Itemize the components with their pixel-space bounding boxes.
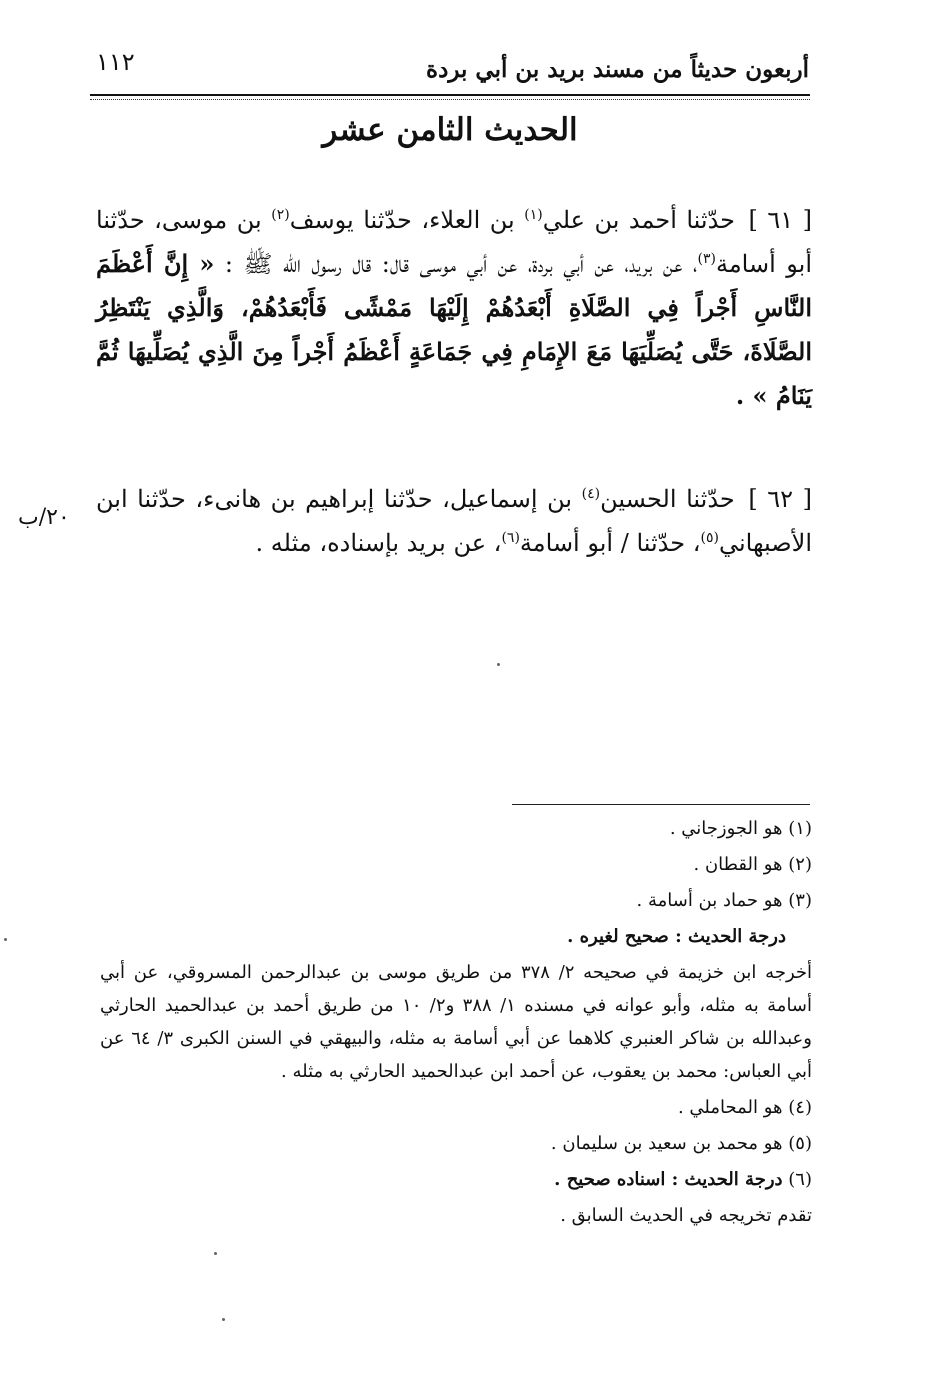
footnote-number: (٣) [788,890,812,911]
isnad-text: حدّثنا أحمد بن علي [542,206,736,234]
footnote-3-grade: درجة الحديث : صحيح لغيره . [567,926,786,947]
manuscript-folio-mark: ٢٠/ب [18,505,70,530]
footnote-number: (٢) [788,854,812,875]
header-rule [90,94,810,96]
footnote-number: (٤) [788,1097,812,1118]
isnad-text: بن العلاء، حدّثنا يوسف [289,206,515,234]
scan-speck [4,938,7,941]
footnote-2 [100,848,812,881]
isnad-text: بن إسماعيل، حدّثنا إبراهيم بن هانىء، حدّثنا ابن الأصبهاني [96,485,812,557]
running-title: أربعون حديثاً من مسند بريد بن أبي بردة [426,56,809,83]
page-number: ١١٢ [96,48,135,76]
isnad-text: ، عن بريد، عن أبي بردة، عن أبي موسى قال: قال رسول الله ﷺ : [224,250,698,278]
footnote-grade: درجة الحديث : اسناده صحيح . [554,1169,783,1190]
footnote-6-source: تقدم تخريجه في الحديث السابق . [560,1205,812,1226]
footnote-6 [100,1163,812,1196]
hadith-62-paragraph [96,477,812,565]
footnote-text: هو محمد بن سعيد بن سليمان . [550,1133,783,1154]
footnote-number: (٥) [788,1133,812,1154]
footnote-5 [100,1127,812,1160]
isnad-text: بن موسى، حدّثنا أبو أسامة [96,206,813,278]
footnote-number: (١) [788,818,812,839]
footnote-3-source: أخرجه ابن خزيمة في صحيحه ٢/ ٣٧٨ من طريق موسى بن عبدالرحمن المسروقي، عن أبي أسامة به مثله، وأبو عوانه في مسنده ١/ ٣٨٨ و٢/ ١٠ من طريق أحمد بن عبدالحميد الحارثي وعبدالله بن شاكر العنبري كلاهما عن أبي أسامة به مثله، والبيهقي في السنن الكبرى ٣/ ٦٤ عن أبي العباس: محمد بن يعقوب، عن أحمد ابن عبدالحميد الحارثي به مثله . [100,962,813,1082]
footnote-1 [100,812,812,845]
footnote-3 [100,884,812,917]
footnote-marker: (١) [524,207,543,223]
footnote-marker: (٤) [581,486,601,502]
hadith-number: [ ٦٢ ] [748,485,812,513]
isnad-text: ، حدّثنا / أبو أسامة [519,529,701,557]
footnote-marker: (٦) [501,530,520,546]
footnote-text: هو القطان . [693,854,783,875]
isnad-text: ، عن بريد بإسناده، مثله . [255,529,502,557]
isnad-text: حدّثنا الحسين [600,485,735,513]
footnote-separator [512,804,810,805]
scan-speck [214,1252,217,1255]
hadith-61-paragraph [96,198,812,418]
footnotes [100,812,812,1235]
hadith-matn: « إِنَّ أَعْظَمَ النَّاسِ أَجْراً فِي الصَّلَاةِ أَبْعَدُهُمْ إِلَيْهَا مَمْشًى فَأَبْعَدُهُمْ، وَالَّذِي يَنْتَظِرُ الصَّلَاةَ، حَتَّى يُصَلِّيَهَا مَعَ الإِمَامِ فِي جَمَاعَةٍ أَعْظَمُ أَجْراً مِنَ الَّذِي يُصَلِّيهَا ثُمَّ يَنَامُ » . [96,249,812,410]
scan-speck [497,663,500,666]
footnote-marker: (٢) [271,207,290,223]
footnote-marker: (٣) [697,251,716,267]
scan-speck [222,1318,225,1321]
footnote-text: هو الجوزجاني . [669,818,783,839]
header-dotted-rule [90,99,810,100]
footnote-4 [100,1091,812,1124]
footnote-marker: (٥) [700,530,719,546]
hadith-number: [ ٦١ ] [748,206,813,234]
footnote-text: هو المحاملي . [677,1097,783,1118]
footnote-number: (٦) [788,1169,812,1190]
footnote-text: هو حماد بن أسامة . [636,890,783,911]
hadith-heading: الحديث الثامن عشر [322,112,578,148]
